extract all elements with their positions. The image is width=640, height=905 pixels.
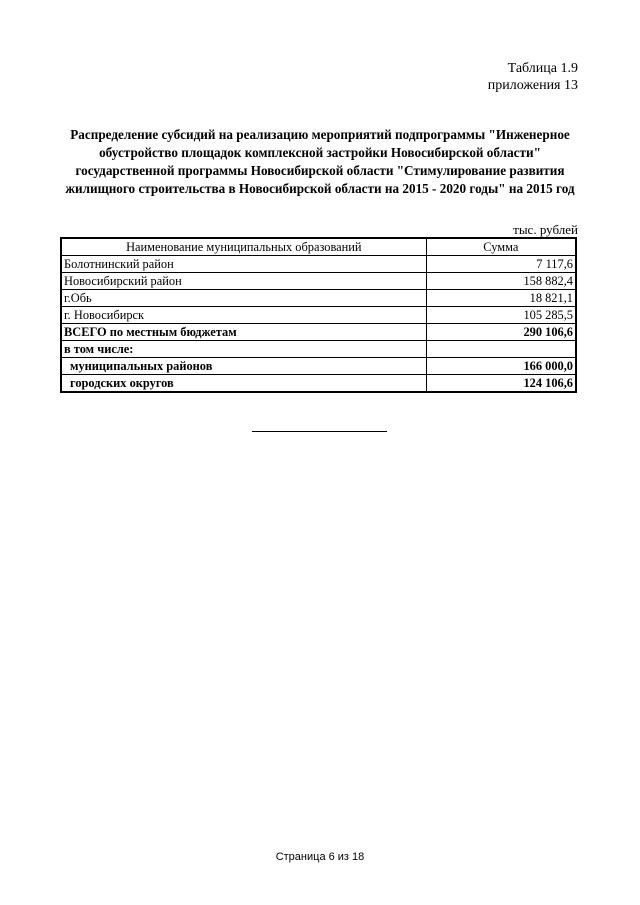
appendix-reference: приложения 13 <box>487 78 578 93</box>
table-subtotal-row <box>61 375 576 393</box>
table-number: Таблица 1.9 <box>507 61 578 76</box>
table-row <box>61 273 576 290</box>
row-sum: 290 106,6 <box>426 324 576 341</box>
row-name: Новосибирский район <box>61 273 426 290</box>
table-reference <box>488 60 578 94</box>
table-row <box>61 290 576 307</box>
title-line: обустройство площадок комплексной застройки Новосибирской области" <box>99 145 541 160</box>
row-name: г. Новосибирск <box>61 307 426 324</box>
row-name: городских округов <box>61 375 426 393</box>
document-title <box>60 126 580 198</box>
row-name: муниципальных районов <box>61 358 426 375</box>
title-line: Распределение субсидий на реализацию мероприятий подпрограммы "Инженерное <box>70 127 570 142</box>
table-row <box>61 256 576 273</box>
row-sum: 105 285,5 <box>426 307 576 324</box>
row-name: в том числе: <box>61 341 426 358</box>
title-line: жилищного строительства в Новосибирской области на 2015 - 2020 годы" на 2015 год <box>65 181 575 196</box>
units-label: тыс. рублей <box>513 222 578 237</box>
title-line: государственной программы Новосибирской области "Стимулирование развития <box>75 163 565 178</box>
row-sum: 158 882,4 <box>426 273 576 290</box>
table-subheading-row <box>61 341 576 358</box>
row-name: Болотнинский район <box>61 256 426 273</box>
row-sum: 7 117,6 <box>426 256 576 273</box>
row-sum <box>426 341 576 358</box>
table-total-row <box>61 324 576 341</box>
table-subtotal-row <box>61 358 576 375</box>
section-divider <box>252 431 387 432</box>
column-header-sum: Сумма <box>426 238 576 256</box>
row-name: ВСЕГО по местным бюджетам <box>61 324 426 341</box>
subsidy-table <box>60 237 577 393</box>
row-sum: 124 106,6 <box>426 375 576 393</box>
row-name: г.Обь <box>61 290 426 307</box>
column-header-name: Наименование муниципальных образований <box>61 238 426 256</box>
row-sum: 18 821,1 <box>426 290 576 307</box>
table-header-row <box>61 238 576 256</box>
row-sum: 166 000,0 <box>426 358 576 375</box>
page-number: Страница 6 из 18 <box>275 851 365 863</box>
table-row <box>61 307 576 324</box>
